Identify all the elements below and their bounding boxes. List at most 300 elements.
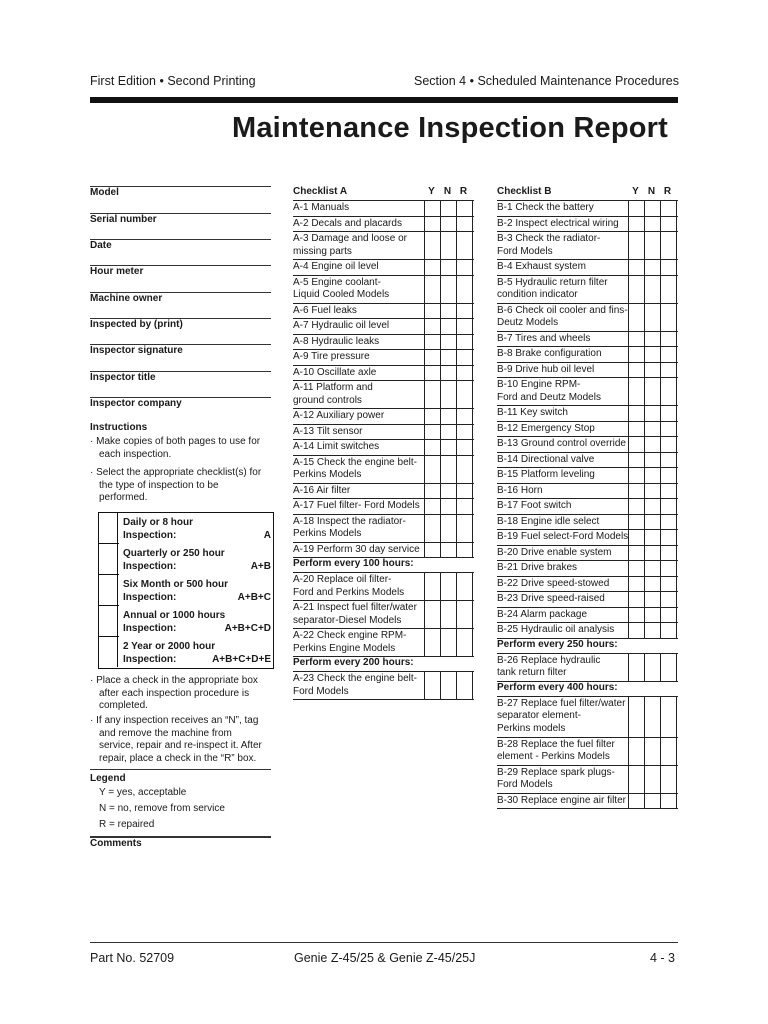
checkbox-n[interactable] [440, 350, 456, 366]
checkbox-n[interactable] [644, 363, 660, 379]
checkbox-n[interactable] [644, 577, 660, 593]
legend-heading: Legend [90, 773, 126, 784]
checkbox-r[interactable] [660, 738, 677, 766]
checkbox-y[interactable] [628, 623, 644, 639]
form-field-inspector-company[interactable] [90, 398, 270, 409]
checklist-item-label [497, 485, 543, 498]
checklist-item [293, 424, 474, 441]
checkbox-n[interactable] [440, 381, 456, 409]
checkbox-y[interactable] [628, 654, 644, 682]
checkbox-y[interactable] [424, 381, 440, 409]
checkbox-n[interactable] [440, 319, 456, 335]
schedule-checkbox[interactable] [99, 544, 118, 574]
checklist-section-heading: Perform every 100 hours: [293, 557, 474, 572]
checkbox-r[interactable] [660, 276, 677, 304]
checkbox-n[interactable] [644, 378, 660, 406]
checklist-item-line: Ford and Deutz Models [497, 391, 601, 403]
checkbox-y[interactable] [628, 515, 644, 531]
checklist-section-heading: Perform every 200 hours: [293, 656, 474, 671]
checklist-item-label [497, 698, 625, 736]
checkbox-y[interactable] [628, 232, 644, 260]
checkbox-r[interactable] [456, 499, 473, 515]
checkbox-n[interactable] [440, 672, 456, 700]
checklist-item-line: B-23 Drive speed-raised [497, 593, 605, 604]
schedule-checkbox[interactable] [99, 606, 118, 636]
checkbox-n[interactable] [440, 201, 456, 217]
checklist-item-line: Ford Models [497, 779, 553, 790]
checkbox-n[interactable] [644, 592, 660, 608]
header-rule [90, 97, 678, 103]
checklist-item [293, 600, 474, 629]
checklist-title: Checklist B [497, 186, 552, 197]
checkbox-y[interactable] [628, 738, 644, 766]
checkbox-y[interactable] [424, 543, 440, 559]
column-y: Y [632, 186, 639, 197]
checkbox-n[interactable] [644, 608, 660, 624]
checkbox-n[interactable] [644, 697, 660, 738]
checkbox-y[interactable] [628, 276, 644, 304]
checkbox-r[interactable] [456, 672, 473, 700]
checkbox-y[interactable] [628, 437, 644, 453]
checkbox-r[interactable] [660, 232, 677, 260]
instruction-tag: · If any inspection receives an “N”, tag and remove the machine from service, repair and re-inspect it. After repair, place a check in the “R” box. [90, 715, 262, 764]
schedule-checklists: A+B+C [237, 592, 271, 603]
checklist-item-label [497, 593, 605, 606]
checkbox-y[interactable] [424, 409, 440, 425]
checkbox-y[interactable] [628, 217, 644, 233]
checklist-item-line: B-29 Replace spark plugs- [497, 766, 615, 778]
checklist-item [497, 405, 678, 422]
checkbox-r[interactable] [456, 217, 473, 233]
checklist-item [293, 380, 474, 409]
checkbox-n[interactable] [644, 515, 660, 531]
checkbox-r[interactable] [456, 629, 473, 657]
checkbox-r[interactable] [456, 484, 473, 500]
footer-model: Genie Z-45/25 & Genie Z-45/25J [294, 951, 476, 965]
checkbox-y[interactable] [628, 794, 644, 810]
checkbox-y[interactable] [628, 468, 644, 484]
checkbox-n[interactable] [440, 425, 456, 441]
checkbox-r[interactable] [456, 260, 473, 276]
checklist-item [293, 318, 474, 335]
header-section: Section 4 • Scheduled Maintenance Procedures [414, 74, 679, 88]
checkbox-y[interactable] [424, 366, 440, 382]
checklist-item-label [497, 624, 614, 637]
checkbox-y[interactable] [628, 422, 644, 438]
checkbox-n[interactable] [440, 629, 456, 657]
checkbox-n[interactable] [440, 499, 456, 515]
checkbox-y[interactable] [628, 766, 644, 794]
field-label: Hour meter [90, 266, 144, 277]
checkbox-r[interactable] [660, 697, 677, 738]
checkbox-r[interactable] [660, 304, 677, 332]
field-label: Serial number [90, 214, 157, 225]
checkbox-y[interactable] [628, 332, 644, 348]
checkbox-r[interactable] [456, 232, 473, 260]
checkbox-r[interactable] [456, 276, 473, 304]
checklist-item-label [293, 202, 349, 215]
checkbox-r[interactable] [456, 409, 473, 425]
checklist-item [497, 591, 678, 608]
checkbox-y[interactable] [628, 347, 644, 363]
checkbox-n[interactable] [440, 217, 456, 233]
checklist-item-label [497, 609, 587, 622]
checklist-item [293, 514, 474, 543]
checkbox-n[interactable] [440, 543, 456, 559]
checklist-item [497, 576, 678, 593]
checkbox-n[interactable] [644, 276, 660, 304]
checkbox-r[interactable] [660, 347, 677, 363]
schedule-row [99, 606, 273, 637]
checkbox-n[interactable] [644, 422, 660, 438]
form-field-machine-owner[interactable] [90, 293, 270, 304]
checkbox-n[interactable] [644, 468, 660, 484]
field-label: Inspected by (print) [90, 319, 183, 330]
checkbox-n[interactable] [644, 437, 660, 453]
checkbox-y[interactable] [424, 484, 440, 500]
checkbox-n[interactable] [440, 276, 456, 304]
checklist-item [497, 653, 678, 682]
checklist-item-line: B-22 Drive speed-stowed [497, 577, 610, 589]
checkbox-y[interactable] [424, 573, 440, 601]
checklist-item-line: A-19 Perform 30 day service [293, 543, 420, 555]
checkbox-n[interactable] [440, 601, 456, 629]
checklist-item-label [497, 233, 600, 258]
checkbox-n[interactable] [644, 530, 660, 546]
checkbox-r[interactable] [660, 499, 677, 515]
checklist-item [497, 529, 678, 546]
checkbox-y[interactable] [424, 425, 440, 441]
checklist-item-line: B-6 Check oil cooler and fins- [497, 304, 628, 316]
checkbox-r[interactable] [660, 378, 677, 406]
checkbox-n[interactable] [440, 484, 456, 500]
checkbox-y[interactable] [628, 453, 644, 469]
checkbox-y[interactable] [628, 530, 644, 546]
checkbox-n[interactable] [644, 561, 660, 577]
checklist-item-line: tank return filter [497, 667, 567, 678]
legend-no: N = no, remove from service [99, 803, 225, 814]
checklist-item-label [293, 320, 389, 333]
checklist-item [497, 737, 678, 766]
checkbox-n[interactable] [440, 515, 456, 543]
checklist-item [497, 362, 678, 379]
checkbox-n[interactable] [644, 217, 660, 233]
checklist-item [497, 696, 678, 738]
checkbox-n[interactable] [440, 335, 456, 351]
checkbox-r[interactable] [660, 484, 677, 500]
checklist-item-line: B-19 Fuel select-Ford Models [497, 531, 629, 542]
checkbox-y[interactable] [628, 363, 644, 379]
checklist-item-line: B-7 Tires and wheels [497, 332, 591, 344]
checklist-item-line: A-3 Damage and loose or [293, 233, 407, 244]
form-field-serial-number[interactable] [90, 214, 270, 225]
checklist-title: Checklist A [293, 186, 348, 197]
checkbox-n[interactable] [644, 201, 660, 217]
checkbox-r[interactable] [660, 217, 677, 233]
instruction-copies: · Make copies of both pages to use for each inspection. [90, 436, 261, 460]
checkbox-r[interactable] [660, 453, 677, 469]
checklist-item [293, 628, 474, 657]
checklist-item-label [293, 544, 420, 557]
checklist-item-label [293, 457, 417, 482]
checkbox-y[interactable] [424, 350, 440, 366]
checklist-item [497, 346, 678, 363]
checkbox-y[interactable] [424, 304, 440, 320]
checklist-item-line: A-11 Platform and [293, 382, 373, 393]
checkbox-y[interactable] [628, 592, 644, 608]
checklist-item-line: A-17 Fuel filter- Ford Models [293, 500, 420, 511]
checkbox-n[interactable] [644, 794, 660, 810]
checklist-item-label [293, 277, 389, 302]
checkbox-r[interactable] [456, 456, 473, 484]
checkbox-r[interactable] [456, 350, 473, 366]
checkbox-r[interactable] [660, 577, 677, 593]
checklist-item-line: A-10 Oscillate axle [293, 366, 377, 378]
checklist-item-label [497, 438, 626, 451]
checkbox-r[interactable] [660, 422, 677, 438]
checkbox-r[interactable] [660, 794, 677, 810]
checklist-item [293, 439, 474, 456]
checkbox-y[interactable] [424, 629, 440, 657]
checkbox-n[interactable] [644, 304, 660, 332]
checkbox-n[interactable] [440, 260, 456, 276]
checkbox-y[interactable] [628, 561, 644, 577]
checklist-item-label [497, 578, 609, 591]
checkbox-n[interactable] [440, 456, 456, 484]
form-field-date[interactable] [90, 240, 270, 251]
checkbox-n[interactable] [440, 366, 456, 382]
checkbox-r[interactable] [660, 437, 677, 453]
checklist-item-label [293, 261, 379, 274]
checkbox-r[interactable] [660, 654, 677, 682]
checklist-item-line: B-12 Emergency Stop [497, 422, 595, 434]
checklist-item-line: B-3 Check the radiator- [497, 233, 601, 244]
checkbox-r[interactable] [660, 546, 677, 562]
checkbox-n[interactable] [644, 499, 660, 515]
checkbox-y[interactable] [628, 378, 644, 406]
schedule-interval: Daily or 8 hour [123, 517, 194, 528]
checklist-item [293, 572, 474, 601]
checklist-item-line: A-1 Manuals [293, 202, 350, 213]
column-n: N [647, 186, 656, 197]
checkbox-y[interactable] [424, 201, 440, 217]
checklist-item [497, 452, 678, 469]
footer-part-number: Part No. 52709 [90, 951, 175, 965]
checkbox-n[interactable] [644, 484, 660, 500]
checklist-item-label [293, 500, 420, 513]
checklist-item-label [293, 382, 373, 407]
form-field-inspected-by-print[interactable] [90, 319, 270, 330]
checkbox-y[interactable] [628, 608, 644, 624]
checkbox-r[interactable] [660, 766, 677, 794]
checklist-item-line: B-25 Hydraulic oil analysis [497, 624, 615, 635]
checkbox-r[interactable] [456, 304, 473, 320]
checklist-item-label [497, 500, 571, 513]
checkbox-n[interactable] [644, 766, 660, 794]
checklist-item-line: A-13 Tilt sensor [293, 425, 363, 437]
checkbox-r[interactable] [660, 608, 677, 624]
checkbox-n[interactable] [440, 304, 456, 320]
checkbox-y[interactable] [424, 276, 440, 304]
checkbox-y[interactable] [424, 232, 440, 260]
checkbox-y[interactable] [628, 304, 644, 332]
checklist-item-label [497, 767, 615, 792]
checkbox-r[interactable] [660, 468, 677, 484]
schedule-checkbox[interactable] [99, 637, 118, 667]
checkbox-y[interactable] [424, 672, 440, 700]
checkbox-r[interactable] [660, 260, 677, 276]
checklist-item [497, 514, 678, 531]
form-field-hour-meter[interactable] [90, 266, 270, 277]
checklist-item-line: B-27 Replace fuel filter/water [497, 697, 626, 709]
checklist-item-label [293, 351, 370, 364]
checklist-item-label [293, 426, 362, 439]
checkbox-r[interactable] [456, 201, 473, 217]
checkbox-y[interactable] [628, 499, 644, 515]
checklist-item-line: B-8 Brake configuration [497, 348, 602, 359]
checkbox-r[interactable] [660, 406, 677, 422]
checklist-item [293, 483, 474, 500]
checklist-item [497, 216, 678, 233]
checklist-item-line: B-26 Replace hydraulic [497, 654, 601, 666]
checklist-item [497, 200, 678, 217]
checkbox-y[interactable] [628, 201, 644, 217]
checklist-item-line: A-23 Check the engine belt- [293, 673, 417, 684]
checklist-item [497, 436, 678, 453]
checklist-item-line: A-7 Hydraulic oil level [293, 320, 390, 331]
form-field-inspector-signature[interactable] [90, 345, 270, 356]
checklist-item [497, 498, 678, 515]
checkbox-r[interactable] [456, 573, 473, 601]
checklist-item-label [293, 574, 404, 599]
checklist-item-line: Deutz Models [497, 317, 559, 328]
checkbox-r[interactable] [456, 543, 473, 559]
checklist-item-line: B-15 Platform leveling [497, 469, 595, 480]
checklist-item-label [293, 630, 406, 655]
checkbox-y[interactable] [424, 335, 440, 351]
checklist-item-label [293, 516, 406, 541]
checklist-item-label [497, 202, 594, 215]
checkbox-y[interactable] [424, 319, 440, 335]
checklist-item-label [293, 218, 402, 231]
checkbox-n[interactable] [440, 440, 456, 456]
schedule-checklists: A [263, 530, 271, 541]
checkbox-y[interactable] [628, 546, 644, 562]
schedule-checkbox[interactable] [99, 575, 118, 605]
checkbox-y[interactable] [628, 406, 644, 422]
checkbox-y[interactable] [424, 515, 440, 543]
checkbox-r[interactable] [660, 363, 677, 379]
legend-repaired: R = repaired [99, 819, 155, 830]
checklist-item-label [293, 673, 417, 698]
checkbox-n[interactable] [644, 654, 660, 682]
checkbox-r[interactable] [456, 335, 473, 351]
checkbox-n[interactable] [440, 573, 456, 601]
checklist-item-line: B-1 Check the battery [497, 202, 594, 213]
checklist-item-label [497, 795, 626, 808]
checkbox-y[interactable] [424, 217, 440, 233]
checkbox-y[interactable] [424, 601, 440, 629]
checkbox-y[interactable] [424, 456, 440, 484]
checkbox-n[interactable] [644, 332, 660, 348]
checkbox-n[interactable] [644, 546, 660, 562]
checklist-header [497, 186, 678, 200]
checklist-item-line: separator element- [497, 710, 581, 721]
checkbox-y[interactable] [628, 484, 644, 500]
checkbox-r[interactable] [456, 425, 473, 441]
checkbox-y[interactable] [628, 697, 644, 738]
checklist-item-line: B-14 Directional valve [497, 453, 595, 465]
checklist-item-line: A-9 Tire pressure [293, 351, 370, 362]
checkbox-n[interactable] [644, 232, 660, 260]
checkbox-n[interactable] [644, 347, 660, 363]
checkbox-y[interactable] [424, 440, 440, 456]
schedule-row [99, 637, 273, 668]
field-label: Inspector title [90, 372, 156, 383]
schedule-inspection-label: Inspection: [123, 561, 177, 572]
checkbox-r[interactable] [456, 366, 473, 382]
checklist-item-label [293, 410, 384, 423]
checklist-item-line: A-8 Hydraulic leaks [293, 335, 380, 347]
checklist-item-label [497, 531, 628, 544]
checkbox-n[interactable] [644, 260, 660, 276]
checkbox-n[interactable] [644, 623, 660, 639]
checkbox-n[interactable] [644, 453, 660, 469]
checkbox-r[interactable] [456, 319, 473, 335]
instruction-select: · Select the appropriate checklist(s) for the type of inspection to be performed. [90, 467, 262, 503]
checklist-item-line: B-28 Replace the fuel filter [497, 738, 615, 750]
form-field-model[interactable] [90, 187, 270, 198]
checkbox-r[interactable] [660, 201, 677, 217]
checkbox-r[interactable] [660, 515, 677, 531]
checklist-item-line: Perkins Models [293, 528, 362, 539]
checkbox-r[interactable] [456, 440, 473, 456]
checklist-item [293, 455, 474, 484]
column-r: R [459, 186, 468, 197]
checkbox-r[interactable] [660, 592, 677, 608]
checkbox-r[interactable] [456, 515, 473, 543]
checklist-item [293, 200, 474, 217]
header-edition: First Edition • Second Printing [90, 74, 256, 88]
checkbox-r[interactable] [660, 332, 677, 348]
checkbox-y[interactable] [424, 260, 440, 276]
checkbox-r[interactable] [660, 561, 677, 577]
checklist-item-line: Ford Models [497, 245, 553, 257]
schedule-inspection-label: Inspection: [123, 623, 177, 634]
checklist-section-heading: Perform every 400 hours: [497, 681, 678, 696]
checklist-item-label [497, 305, 628, 330]
checkbox-n[interactable] [644, 406, 660, 422]
checkbox-n[interactable] [440, 232, 456, 260]
checkbox-y[interactable] [628, 260, 644, 276]
footer-page-number: 4 - 3 [650, 951, 676, 965]
checkbox-y[interactable] [628, 577, 644, 593]
checkbox-r[interactable] [660, 623, 677, 639]
checkbox-y[interactable] [424, 499, 440, 515]
form-field-inspector-title[interactable] [90, 372, 270, 383]
schedule-checkbox[interactable] [99, 513, 118, 543]
checklist-item-line: B-18 Engine idle select [497, 515, 600, 527]
checklist-header [293, 186, 474, 200]
checklist-item [293, 408, 474, 425]
checkbox-n[interactable] [440, 409, 456, 425]
checkbox-r[interactable] [456, 381, 473, 409]
checklist-item-line: Perkins Engine Models [293, 642, 396, 654]
checkbox-r[interactable] [456, 601, 473, 629]
checklist-item-line: A-18 Inspect the radiator- [293, 515, 406, 527]
checkbox-r[interactable] [660, 530, 677, 546]
checkbox-n[interactable] [644, 738, 660, 766]
